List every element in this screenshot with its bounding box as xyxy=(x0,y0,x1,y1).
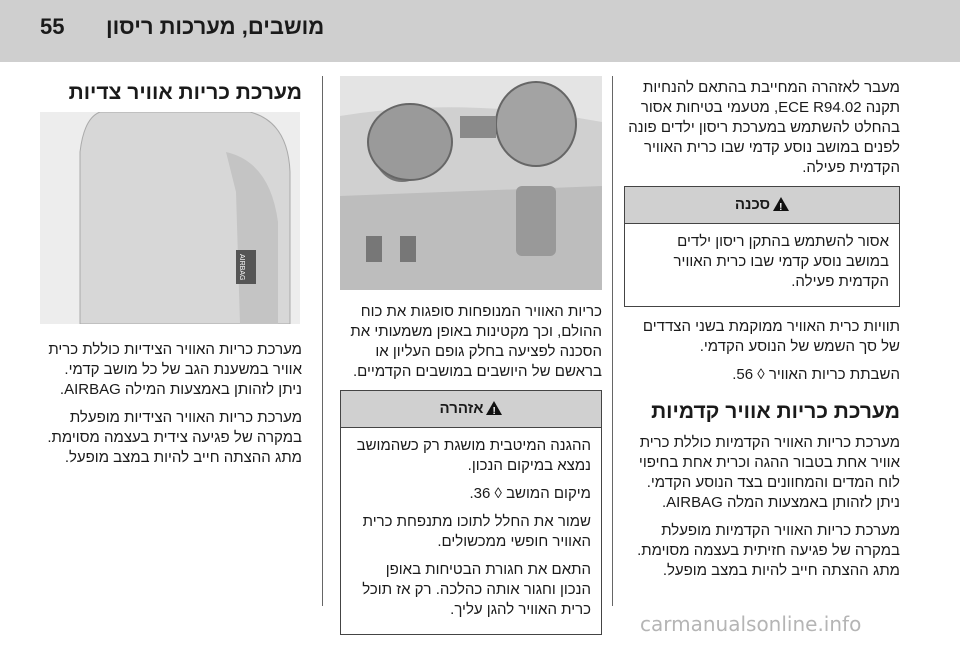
warning-title: אזהרה xyxy=(439,400,484,417)
column-divider xyxy=(322,76,323,606)
page-number: 55 xyxy=(40,14,65,39)
front-airbag-heading: מערכת כריות אוויר קדמיות xyxy=(651,400,900,423)
page-header xyxy=(0,0,960,62)
intro-paragraph: מעבר לאזהרה המחייבת בהתאם להנחיות תקנה ECE R94.02, מטעמי בטיחות אסור בהחלט להשתמש במערכת ריסון ילדים פונה לפנים במושב נוסע קדמי שבו כרית האוויר הקדמית פעילה. xyxy=(628,79,900,176)
column-divider xyxy=(612,76,613,606)
section-title: מושבים, מערכות ריסון xyxy=(106,14,325,39)
deactivation-reference: השבתת כריות האוויר ◊ 56. xyxy=(732,366,900,383)
right-column xyxy=(624,78,900,589)
label-paragraph: תוויות כרית האוויר ממוקמת בשני הצדדים של סך השמש של הנוסע הקדמי. xyxy=(642,318,900,355)
warning-box xyxy=(340,390,602,635)
middle-column xyxy=(340,302,602,645)
danger-title: סכנה xyxy=(734,196,771,213)
warning-triangle-icon xyxy=(773,197,789,211)
warning-text-3: שמור את החלל לתוכו מתנפחת כרית האוויר חופשי ממכשולים. xyxy=(362,513,591,550)
side-airbag-illustration xyxy=(40,112,300,324)
left-column-heading-wrap xyxy=(40,76,302,114)
front-airbag-activation: מערכת כריות האוויר הקדמיות מופעלת במקרה של פגיעה חזיתית בעצמה מסוימת. מתג ההצתה חייב להיות במצב מופעל. xyxy=(637,522,900,579)
warning-text-4: התאם את חגורת הבטיחות באופן הנכון וחגור אותה כהלכה. רק אז תוכל כרית האוויר להגן עליך. xyxy=(362,561,591,618)
warning-text-2: מיקום המושב ◊ 36. xyxy=(469,485,591,502)
danger-box xyxy=(624,186,900,307)
front-airbag-illustration xyxy=(340,76,602,290)
warning-triangle-icon xyxy=(486,401,502,415)
side-airbag-description: מערכת כריות האוויר הצידיות כוללת כרית אוויר במשענת הגב של כל מושב קדמי. ניתן לזהותן באמצעות המילה AIRBAG. xyxy=(48,341,302,398)
danger-text: אסור להשתמש בהתקן ריסון ילדים במושב נוסע קדמי שבו כרית האוויר הקדמית פעילה. xyxy=(673,233,889,290)
watermark: carmanualsonline.info xyxy=(640,612,862,636)
left-column xyxy=(40,340,302,476)
side-airbag-heading: מערכת כריות אוויר צדיות xyxy=(68,81,302,104)
warning-text-1: ההגנה המיטבית מושגת רק כשהמושב נמצא במיקום הנכון. xyxy=(356,437,591,474)
front-airbag-description: מערכת כריות האוויר הקדמיות כוללת כרית אוויר אחת בטבור ההגה וכרית אחת בחיפוי לוח המדים והמחוונים בצד הנוסע הקדמי. ניתן לזהותן באמצעות המלה AIRBAG. xyxy=(638,434,900,511)
side-airbag-activation: מערכת כריות האוויר הצידיות מופעלת במקרה של פגיעה צידית בעצמה מסוימת. מתג ההצתה חייב להיות במצב מופעל. xyxy=(47,409,302,466)
seat-airbag-label: AIRBAG xyxy=(238,254,245,281)
airbag-caption: כריות האוויר המנופחות סופגות את כוח ההולם, וכך מקטינות באופן משמעותי את הסכנה לפציעה בחלק גופם העליון או בראשם של היושבים במושבים הקדמיים. xyxy=(350,303,602,380)
